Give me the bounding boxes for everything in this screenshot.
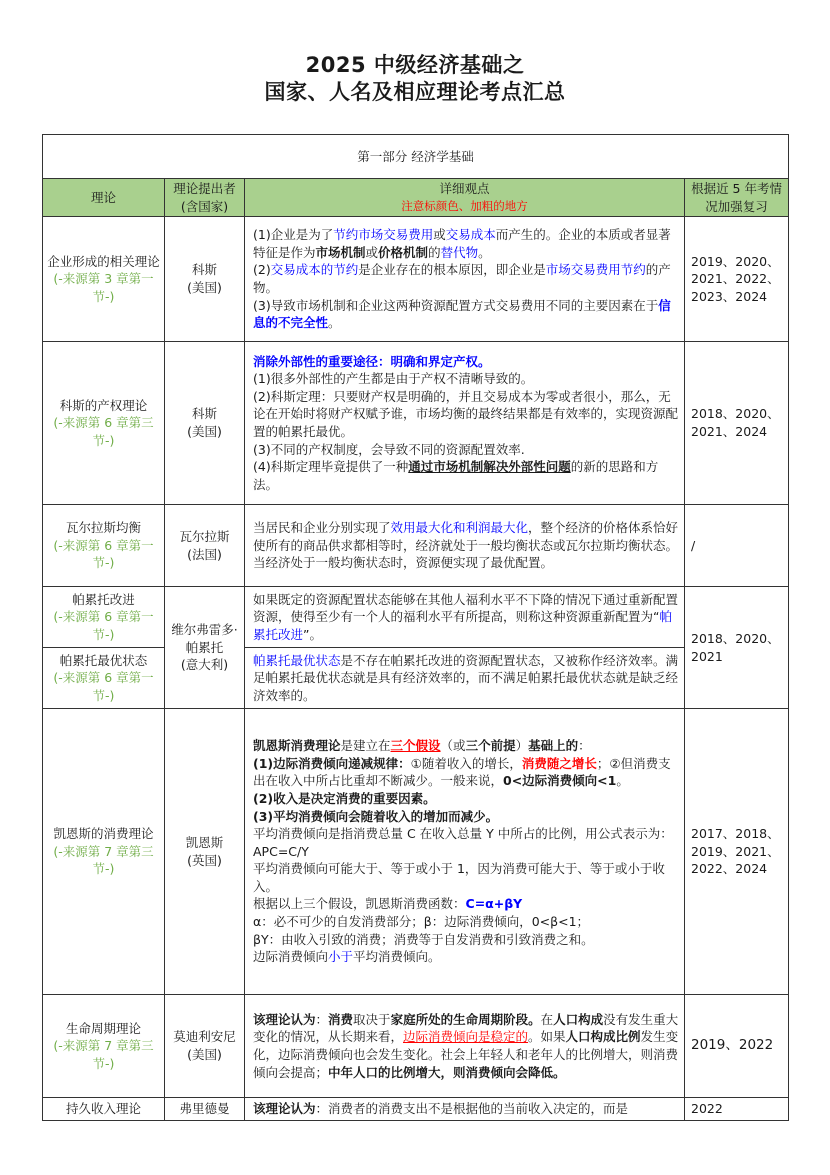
source-note: (-来源第 6 章第一节-)	[53, 609, 154, 642]
table-row	[43, 342, 789, 505]
theory-name: 帕累托最优状态	[59, 652, 148, 668]
detail-text: 市场机制	[315, 244, 366, 260]
table-row	[43, 995, 789, 1098]
detail-text: ，整个经济的价格体系恰好使所有的商品供求都相等时，经济就处于一般均衡状态或瓦尔拉斯均衡状态。当经济处于一般均衡状态时，资源便实现了最优配置。	[253, 520, 679, 571]
proposer-name: 凯恩斯	[185, 834, 224, 850]
detail-paragraph	[253, 297, 680, 332]
years-cell: 2019、2020、2021、2022、2023、2024	[685, 217, 789, 342]
source-note: (-来源第 6 章第三节-)	[53, 415, 154, 448]
detail-text: 的	[428, 244, 441, 260]
table-row	[43, 1098, 789, 1121]
detail-text: 平均消费倾向可能大于、等于或小于 1，因为消费可能大于、等于或小于收入。	[253, 861, 665, 894]
theory-name: 瓦尔拉斯均衡	[65, 520, 141, 536]
detail-paragraph	[253, 388, 680, 441]
detail-text: 平均消费倾向。	[353, 949, 441, 965]
detail-text: (2)科斯定理：只要财产权是明确的，并且交易成本为零或者很小，那么，无论在开始时将财产权赋予谁，市场均衡的最终结果都是有效率的，实现资源配置的帕累托最优。	[253, 388, 679, 439]
header-detail	[245, 179, 685, 217]
detail-text: 或	[433, 227, 446, 243]
detail-text: 。	[478, 244, 491, 260]
detail-text: 取决于	[353, 1011, 391, 1027]
detail-text: βY：由收入引致的消费；消费等于自发消费和引致消费之和。	[253, 931, 594, 947]
title-line-1: 2025 中级经济基础之	[305, 53, 525, 77]
part-heading: 第一部分 经济学基础	[43, 135, 789, 179]
proposer-name: 瓦尔拉斯	[179, 528, 230, 544]
detail-text: 边际消费倾向是稳定的	[403, 1029, 529, 1045]
detail-text: 而产生的。企业的本质或者显著特征是作为	[253, 227, 671, 260]
detail-text: 发生变化，边际消费倾向也会发生变化。社会上年轻人和老年人的比例增大，则消费倾向会提高；	[253, 1029, 679, 1080]
detail-paragraph	[253, 261, 680, 296]
detail-text: 的产物。	[253, 262, 671, 295]
detail-text: 平均消费倾向是指消费总量 C 在收入总量 Y 中所占的比例，用公式表示为：APC=C/Y	[253, 826, 673, 859]
years-cell: 2017、2018、2019、2021、2022、2024	[685, 709, 789, 995]
detail-paragraph	[253, 1100, 680, 1118]
detail-text: 是不存在帕累托改进的资源配置状态，又被称作经济效率。满足帕累托最优状态就是具有经济效率的，而不满足帕累托最优状态就是缺乏经济效率的。	[253, 652, 679, 703]
proposer-cell	[165, 587, 245, 709]
detail-text: ；②但消费支出在收入中所占比重却不断减少。一般来说，	[253, 755, 671, 789]
detail-paragraph	[253, 948, 680, 966]
detail-text: (3)导致市场机制和企业这两种资源配置方式交易费用不同的主要因素在于	[253, 297, 659, 313]
detail-text: 效用最大化和利润最大化	[390, 520, 529, 536]
proposer-cell	[165, 505, 245, 587]
detail-paragraph	[253, 931, 680, 949]
table-row	[43, 648, 789, 709]
detail-cell	[245, 1098, 685, 1121]
theory-cell	[43, 342, 165, 505]
detail-paragraph	[253, 441, 680, 459]
detail-text: 交易成本	[445, 227, 496, 243]
theory-cell	[43, 217, 165, 342]
header-detail-title: 详细观点	[439, 180, 490, 196]
detail-text: (1)边际消费倾向递减规律：	[253, 755, 411, 771]
years-cell: 2022	[685, 1098, 789, 1121]
detail-text: 。	[328, 315, 341, 331]
header-row	[43, 179, 789, 217]
detail-text: 节约市场交易费用	[333, 227, 434, 243]
detail-text: 交易成本的节约	[270, 262, 359, 278]
detail-text: 是企业存在的根本原因，即企业是	[358, 262, 546, 278]
detail-cell	[245, 648, 685, 709]
detail-text: 消费随之增长	[521, 755, 597, 771]
detail-paragraph	[253, 652, 680, 705]
detail-text: 凯恩斯消费理论	[253, 738, 341, 754]
detail-text: 根据以上三个假设，凯恩斯消费函数：	[253, 896, 466, 912]
detail-text: 当居民和企业分别实现了	[253, 520, 391, 536]
detail-cell	[245, 342, 685, 505]
detail-text: 三个前提	[465, 738, 516, 754]
years-cell: 2018、2020、2021、2024	[685, 342, 789, 505]
detail-text: ”。	[303, 626, 322, 642]
table-row	[43, 217, 789, 342]
detail-text: (3)不同的产权制度，会导致不同的资源配置效率.	[253, 441, 525, 457]
detail-paragraph	[253, 913, 680, 931]
detail-text: 帕累托改进	[253, 609, 672, 642]
detail-text: (2)	[253, 262, 271, 278]
theory-cell	[43, 709, 165, 995]
proposer-name: 弗里德曼	[179, 1101, 230, 1116]
detail-text: 0<边际消费倾向<1	[503, 773, 617, 789]
theory-cell	[43, 648, 165, 709]
detail-paragraph	[253, 370, 680, 388]
theory-name: 帕累托改进	[72, 591, 135, 607]
proposer-country: (美国)	[187, 424, 222, 439]
detail-paragraph	[253, 755, 680, 790]
detail-text: 信息的不完全性	[253, 297, 671, 331]
proposer-country: (美国)	[187, 280, 222, 295]
table-row	[43, 505, 789, 587]
detail-text: 三个假设	[390, 738, 441, 754]
detail-text: 边际消费倾向	[253, 949, 329, 965]
detail-text: 该理论认为	[253, 1101, 316, 1116]
proposer-country: (意大利)	[180, 657, 229, 673]
source-note: (-来源第 3 章第一节-)	[53, 271, 154, 304]
header-theory: 理论	[43, 179, 165, 217]
header-years: 根据近 5 年考情况加强复习	[685, 179, 789, 217]
detail-text: 基础上的	[528, 738, 579, 754]
header-detail-note: 注意标颜色、加粗的地方	[401, 198, 528, 213]
detail-paragraph	[253, 519, 680, 572]
detail-text: 价格机制	[378, 244, 429, 260]
detail-text: (3)平均消费倾向会随着收入的增加而减少。	[253, 808, 499, 824]
detail-text: 帕累托最优状态	[253, 652, 341, 668]
proposer-country: (法国)	[187, 546, 222, 562]
detail-text: 是建立在	[340, 738, 391, 754]
proposer-name: 维尔弗雷多·帕累托	[171, 622, 238, 655]
detail-text: ：	[315, 1011, 329, 1027]
detail-text: ）	[515, 738, 529, 754]
detail-text: 家庭所处的生命周期阶段。	[390, 1011, 541, 1027]
theory-cell	[43, 587, 165, 648]
detail-text: C=α+βY	[465, 896, 523, 912]
years-cell: 2019、2022	[685, 995, 789, 1098]
theory-table	[42, 134, 789, 1121]
proposer-country: (美国)	[187, 1047, 222, 1062]
proposer-name: 科斯	[191, 262, 217, 278]
years-cell: 2018、2020、2021	[685, 587, 789, 709]
detail-text: 市场交易费用节约	[545, 262, 646, 278]
theory-name: 企业形成的相关理论	[47, 253, 160, 269]
proposer-cell	[165, 217, 245, 342]
detail-text: 在	[540, 1011, 554, 1027]
proposer-country: (英国)	[187, 852, 222, 868]
detail-text: 人口构成	[553, 1011, 604, 1027]
detail-paragraph	[253, 1011, 680, 1081]
detail-text: (1)企业是为了	[253, 227, 334, 243]
theory-name: 凯恩斯的消费理论	[53, 826, 154, 842]
header-proposer: 理论提出者(含国家)	[165, 179, 245, 217]
detail-text: 。	[616, 773, 629, 789]
detail-cell	[245, 587, 685, 648]
source-note: (-来源第 7 章第三节-)	[53, 1038, 154, 1071]
proposer-name: 科斯	[191, 406, 217, 422]
detail-cell	[245, 217, 685, 342]
detail-text: 或	[365, 244, 379, 260]
detail-text: （或	[440, 738, 466, 754]
detail-paragraph	[253, 591, 680, 644]
detail-text: 通过市场机制解决外部性问题	[408, 459, 571, 475]
theory-cell	[43, 505, 165, 587]
proposer-name: 莫迪利安尼	[173, 1029, 236, 1045]
detail-text: 人口构成比例	[565, 1029, 641, 1045]
detail-text: 替代物	[440, 244, 479, 260]
detail-paragraph	[253, 895, 680, 913]
detail-paragraph	[253, 860, 680, 895]
detail-cell	[245, 995, 685, 1098]
years-cell: /	[685, 505, 789, 587]
detail-text: ①随着收入的增长，	[410, 755, 522, 771]
document-title	[0, 52, 830, 106]
title-line-2: 国家、人名及相应理论考点汇总	[264, 80, 566, 104]
detail-paragraph	[253, 808, 680, 826]
detail-paragraph	[253, 458, 680, 493]
detail-paragraph	[253, 737, 680, 755]
theory-cell	[43, 995, 165, 1098]
part-heading-row	[43, 135, 789, 179]
theory-name: 持久收入理论	[65, 1101, 141, 1116]
detail-cell	[245, 505, 685, 587]
detail-paragraph	[253, 790, 680, 808]
detail-text: 小于	[328, 949, 354, 965]
detail-paragraph	[253, 825, 680, 860]
detail-text: ：	[578, 738, 591, 754]
detail-text: 消除外部性的重要途径：明确和界定产权。	[253, 353, 491, 369]
detail-text: 没有发生重大变化的情况，从长期来看，	[253, 1011, 679, 1045]
detail-text: 如果既定的资源配置状态能够在其他人福利水平不下降的情况下通过重新配置资源，使得至少有一个人的福利水平有所提高，则称这种资源重新配置为“	[253, 591, 679, 625]
theory-name: 生命周期理论	[65, 1020, 141, 1036]
detail-cell	[245, 709, 685, 995]
detail-text: 中年人口的比例增大，则消费倾向会降低。	[328, 1064, 566, 1080]
proposer-cell	[165, 342, 245, 505]
detail-text: α：必不可少的自发消费部分；β：边际消费倾向，0<β<1；	[253, 914, 590, 930]
detail-paragraph	[253, 353, 680, 371]
table-row	[43, 709, 789, 995]
detail-paragraph	[253, 226, 680, 261]
detail-text: 该理论认为	[253, 1011, 316, 1027]
detail-text: (4)科斯定理毕竟提供了一种	[253, 459, 409, 475]
proposer-cell	[165, 1098, 245, 1121]
detail-text: 。如果	[528, 1029, 566, 1045]
theory-cell	[43, 1098, 165, 1121]
theory-name: 科斯的产权理论	[59, 397, 148, 413]
proposer-cell	[165, 995, 245, 1098]
detail-text: 消费	[328, 1011, 354, 1027]
detail-text: ：消费者的消费支出不是根据他的当前收入决定的，而是	[315, 1101, 629, 1116]
source-note: (-来源第 7 章第三节-)	[53, 843, 154, 877]
detail-text: (2)收入是决定消费的重要因素。	[253, 790, 436, 806]
source-note: (-来源第 6 章第一节-)	[53, 537, 154, 571]
detail-text: (1)很多外部性的产生都是由于产权不清晰导致的。	[253, 371, 534, 387]
source-note: (-来源第 6 章第一节-)	[53, 670, 154, 703]
proposer-cell	[165, 709, 245, 995]
detail-text: 的新的思路和方法。	[253, 459, 659, 492]
table-row	[43, 587, 789, 648]
